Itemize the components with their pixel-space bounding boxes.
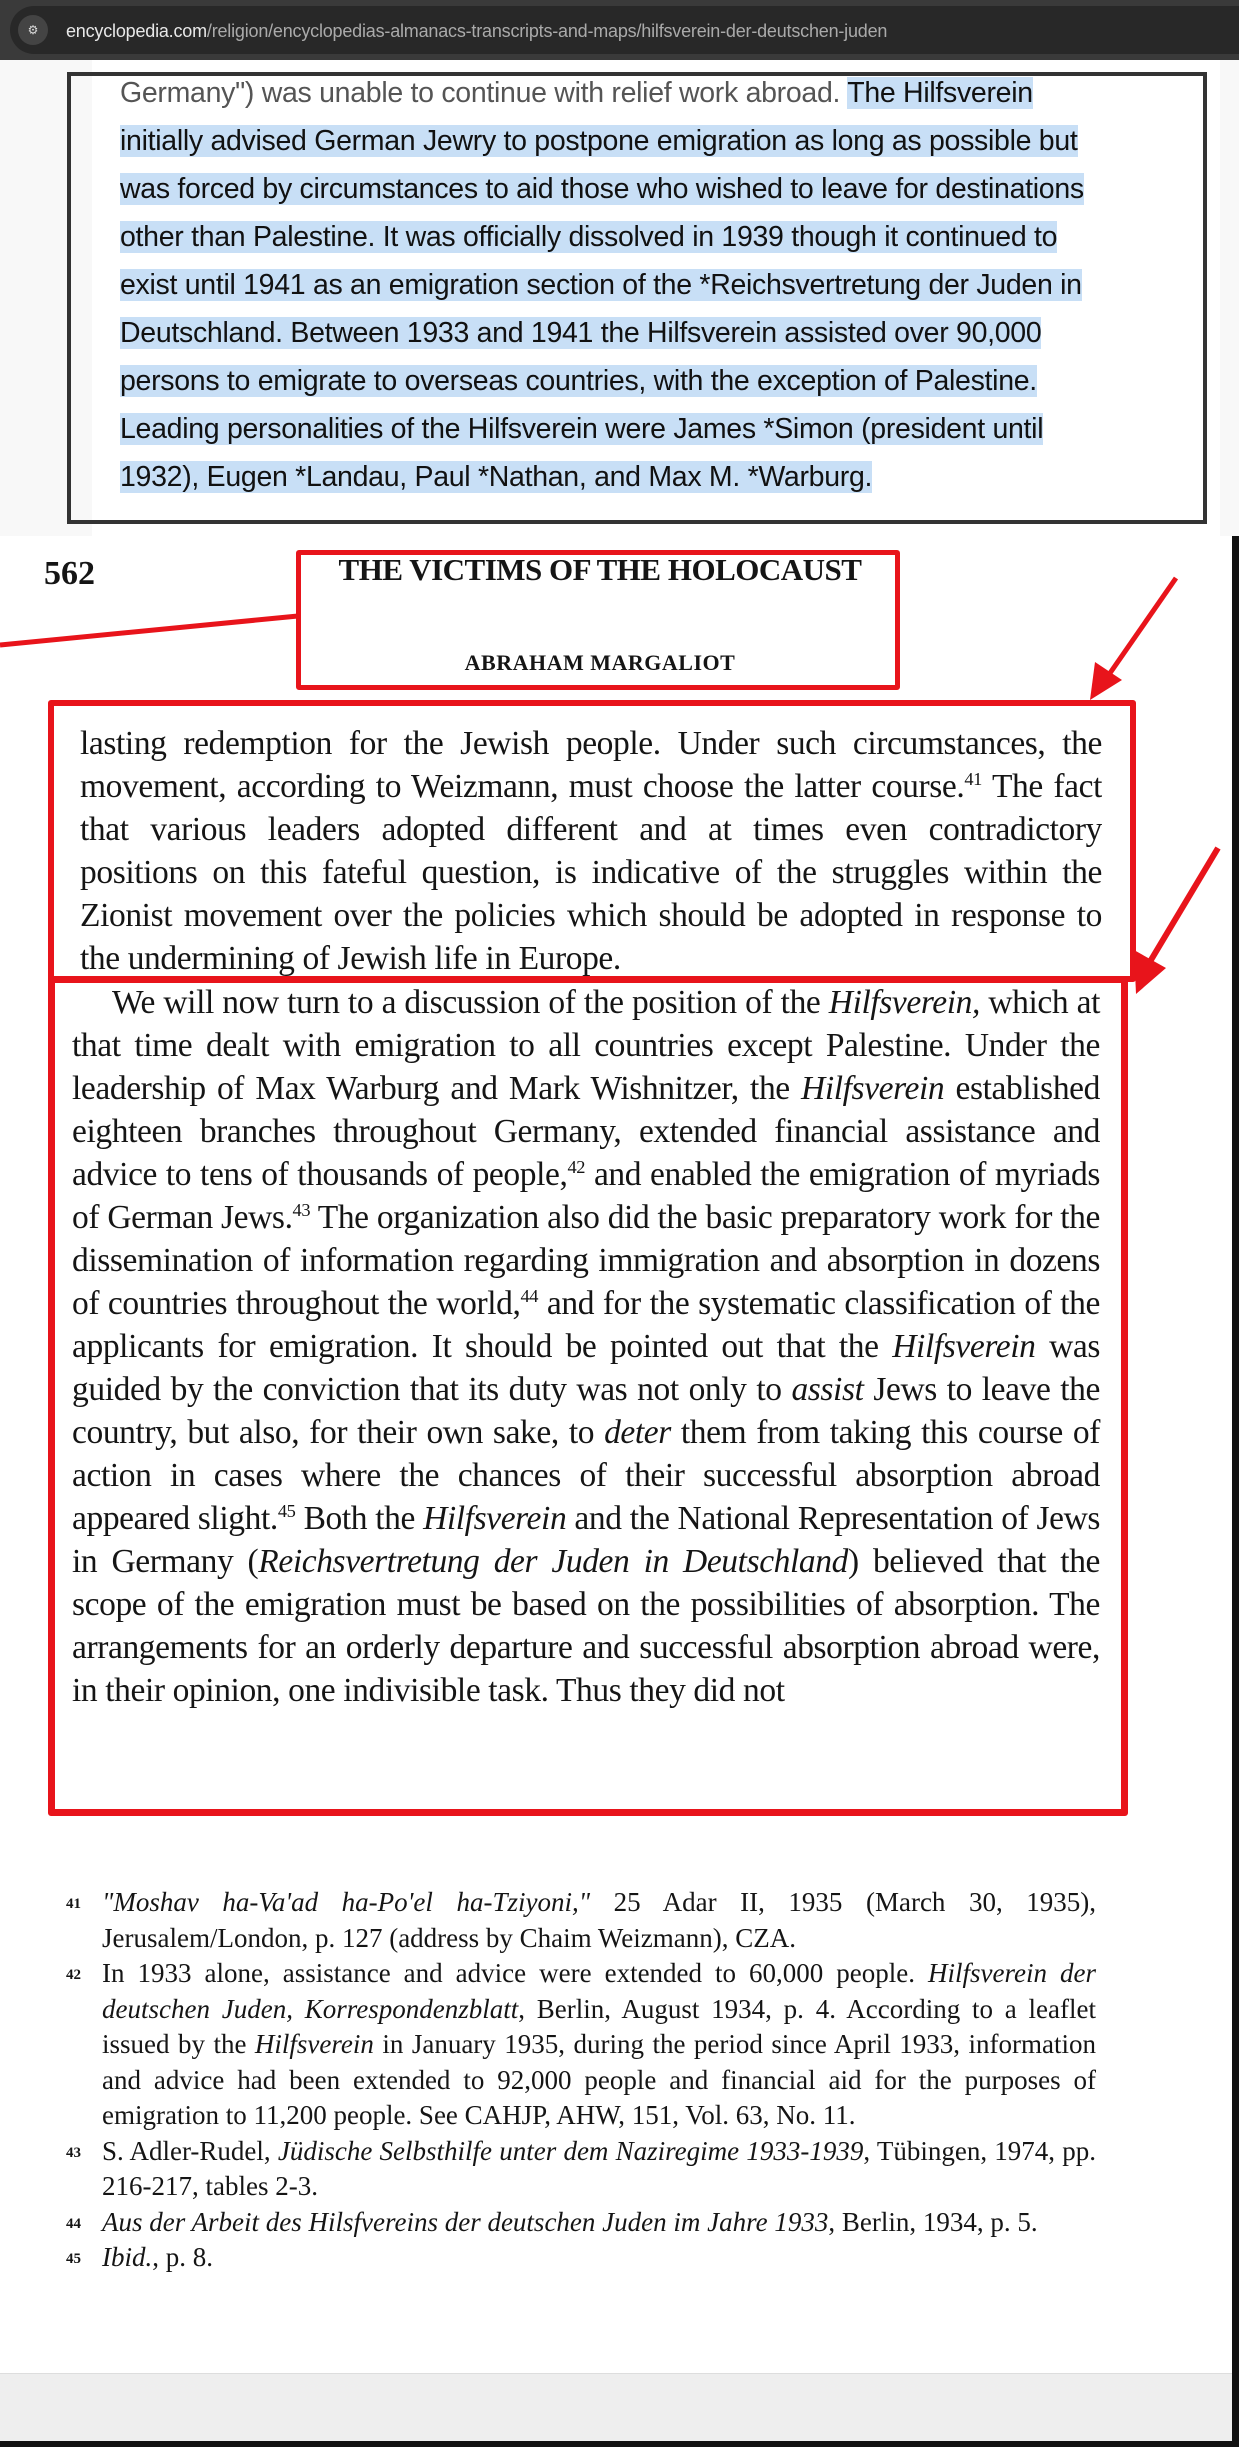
- footnote-text: S. Adler-Rudel,: [102, 2135, 278, 2166]
- site-settings-icon[interactable]: ⚙: [18, 15, 48, 45]
- footnote-ref: 41: [964, 768, 982, 789]
- footnote: [66, 1956, 1096, 2134]
- italic-term: Hilfsverein: [423, 1500, 567, 1537]
- footnote: [66, 2240, 1096, 2276]
- footnote-title: Hilfsverein der deutschen Juden, Korrespondenzblatt: [102, 1958, 1096, 2024]
- scan-bottom-edge: [0, 2441, 1239, 2447]
- text: and the National Representation of Jews in Germany (: [72, 1500, 1101, 1580]
- footnote-number: 45: [66, 2251, 81, 2267]
- footnote-text: , Tübingen, 1974, pp. 216-217, tables 2-3.: [102, 2135, 1096, 2201]
- text: ) believed that the scope of the emigration must be based on the possibilities of absorption. The arrangements for an orderly departure and successful absorption abroad were, in their opinion, one indivisible task. Thus they did not: [72, 1543, 1101, 1709]
- footnote-ref: 42: [567, 1156, 586, 1177]
- scan-bottom-margin: [0, 2373, 1232, 2447]
- italic-term: Hilfsverein: [801, 1070, 945, 1107]
- footnote-number: 43: [66, 2144, 81, 2161]
- text: and enabled the emigration of myriads of German Jews.: [72, 1156, 1101, 1236]
- selected-line: The Hilfsverein: [847, 77, 1033, 109]
- chapter-title: THE VICTIMS OF THE HOLOCAUST: [338, 552, 862, 587]
- text: and for the systematic classification of the applicants for emigration. It should be pointed out that the: [72, 1285, 1100, 1365]
- selected-line: 1932), Eugen *Landau, Paul *Nathan, and Max M. *Warburg.: [120, 461, 873, 493]
- footnote-title: "Moshav ha-Va'ad ha-Po'el ha-Tziyoni,": [102, 1887, 591, 1917]
- url-domain: encyclopedia.com: [66, 21, 207, 41]
- selected-line: was forced by circumstances to aid those who wished to leave for destinations: [120, 173, 1084, 205]
- paragraph-text: lasting redemption for the Jewish people. Under such circumstances, the movement, according to Weizmann, must choose the latter course.: [80, 725, 1102, 805]
- article-text: [120, 69, 1170, 501]
- footnote-text: , Berlin, August 1934, p. 4. According to a leaflet issued by the: [102, 1993, 1097, 2059]
- address-bar[interactable]: [10, 6, 1239, 54]
- footnote-ref: 43: [292, 1199, 311, 1220]
- footnote-ref: 45: [277, 1500, 296, 1521]
- footnote-title: Aus der Arbeit des Hilsfvereins der deutschen Juden im Jahre 1933: [102, 2206, 829, 2237]
- scan-edge: [1232, 536, 1239, 2447]
- text: established eighteen branches throughout Germany, extended financial assistance and advice to tens of thousands of people,: [72, 1070, 1100, 1193]
- url-path: /religion/encyclopedias-almanacs-transcripts-and-maps/hilfsverein-der-deutschen-juden: [206, 21, 888, 41]
- footnote-text: , Berlin, 1934, p. 5.: [828, 2206, 1038, 2237]
- italic-term: Hilfsverein: [892, 1328, 1036, 1365]
- selected-line: exist until 1941 as an emigration section of the *Reichsvertretung der Juden in: [120, 269, 1082, 301]
- paragraph-text: The fact that various leaders adopted different and at times even contradictory positions on this fateful question, is indicative of the struggles within the Zionist movement over the policies which should be adopted in response to the undermining of Jewish life in Europe.: [80, 768, 1102, 977]
- selected-line: other than Palestine. It was officially dissolved in 1939 though it continued to: [120, 221, 1058, 253]
- text: which at that time dealt with emigration to all countries except Palestine. Under the leadership of Max Warburg and Mark Wishnitzer, the: [72, 984, 1100, 1107]
- selected-line: Deutschland. Between 1933 and 1941 the Hilfsverein assisted over 90,000: [120, 317, 1042, 349]
- text: them from taking this course of action in cases where the chances of their successful absorption abroad appeared slight.: [72, 1414, 1100, 1537]
- italic-term: deter: [604, 1414, 671, 1451]
- footnotes: [66, 1885, 1096, 2276]
- footnote-text: , p. 8.: [152, 2242, 213, 2272]
- footnote-number: 41: [66, 1896, 81, 1912]
- footnote-title: Hilfsverein: [254, 2029, 374, 2059]
- text: was guided by the conviction that its duty was not only to: [72, 1328, 1101, 1408]
- footnote-title: Jüdische Selbsthilfe unter dem Naziregime 1933-1939: [277, 2135, 864, 2166]
- text: The organization also did the basic preparatory work for the dissemination of information regarding immigration and absorption in dozens of countries throughout the world,: [72, 1199, 1100, 1322]
- footnote: [66, 2134, 1096, 2205]
- article-unselected-text: Germany") was unable to continue with relief work abroad.: [120, 77, 848, 109]
- selected-line: initially advised German Jewry to postpone emigration as long as possible but: [120, 125, 1078, 157]
- footnote-text: 25 Adar II, 1935 (March 30, 1935), Jerusalem/London, p. 127 (address by Chaim Weizmann), CZA.: [102, 1887, 1096, 1953]
- footnote-text: In 1933 alone, assistance and advice were extended to 60,000 people.: [102, 1958, 929, 1988]
- selected-line: Leading personalities of the Hilfsverein were James *Simon (president until: [120, 413, 1044, 445]
- footnote-title: Ibid.: [102, 2242, 153, 2272]
- footnote: [66, 2205, 1096, 2241]
- footnote-ref: 44: [520, 1285, 539, 1306]
- italic-term: assist: [791, 1371, 864, 1408]
- text: We will now turn to a discussion of the position of the: [112, 984, 829, 1021]
- page-number: 562: [44, 555, 95, 592]
- author-name: ABRAHAM MARGALIOT: [464, 650, 736, 675]
- footnote: [66, 1885, 1096, 1956]
- browser-toolbar: [0, 0, 1239, 60]
- italic-term: Reichsvertretung der Juden in Deutschland: [258, 1543, 848, 1580]
- text: Both the: [295, 1500, 424, 1537]
- footnote-number: 44: [66, 2215, 81, 2232]
- selected-line: persons to emigrate to overseas countries, with the exception of Palestine.: [120, 365, 1037, 397]
- italic-term: Hilfsverein,: [828, 984, 980, 1021]
- paragraph-weizmann: [80, 722, 1102, 980]
- footnote-number: 42: [66, 1967, 81, 1983]
- footnote-text: in January 1935, during the period since April 1933, information and advice had been extended to 92,000 people and financial aid for the purposes of emigration to 11,200 people. See CAHJP, AHW, 151, Vol. 63, No. 11.: [102, 2029, 1096, 2130]
- url-text[interactable]: [66, 21, 887, 42]
- paragraph-hilfsverein: [72, 981, 1100, 1712]
- text: Jews to leave the country, but also, for their own sake, to: [72, 1371, 1100, 1451]
